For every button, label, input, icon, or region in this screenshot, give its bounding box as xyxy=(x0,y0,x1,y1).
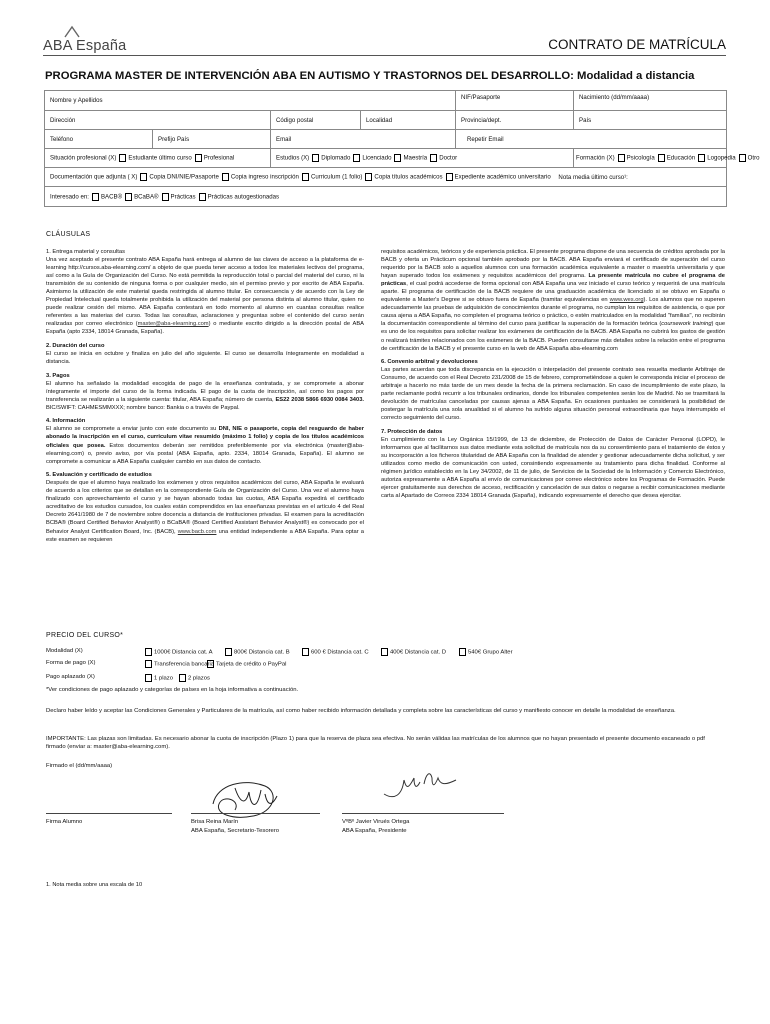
clause-4-title: 4. Información xyxy=(46,418,86,425)
phone-label: Teléfono xyxy=(50,135,74,143)
documentation-field xyxy=(45,168,727,187)
option-label: Psicología xyxy=(626,154,655,162)
nif-field[interactable] xyxy=(456,91,574,111)
clause-3-body: El alumno ha señalado la modalidad escogida de pago de la enseñanza contratada, y se compromete a abonar íntegramente el importe del curso de la forma indicada. El pago de la cuota de inscripción, así como los pagos por transferencia se realizarán a la siguiente cuenta: titular, ABA España; número de cuenta, ES22 2038 5866 6930 0084 3403. BIC/SWIFT: CAHMESMMXXX; nombre banco: Bankia o a través de Paypal. xyxy=(46,380,365,411)
option-label: Licenciado xyxy=(362,154,392,162)
option-label: Educación xyxy=(666,154,696,162)
interest-label: Interesado en: xyxy=(50,193,89,201)
name-label: Nombre y Apellidos xyxy=(50,97,103,104)
footnote: 1. Nota media sobre una escala de 10 xyxy=(46,882,143,888)
student-signature-line xyxy=(46,813,172,814)
checkbox[interactable] xyxy=(140,173,147,181)
nif-label: NIF/Pasaporte xyxy=(461,94,501,101)
option-label: Profesional xyxy=(203,154,235,162)
checkbox[interactable] xyxy=(353,154,360,162)
option-label: Maestría xyxy=(403,154,428,162)
phone-field[interactable] xyxy=(45,130,153,149)
checkbox[interactable] xyxy=(125,193,132,201)
option-label: Prácticas xyxy=(170,193,196,201)
clause-5-continued: requisitos académicos, teóricos y de experiencia práctica. El presente programa dispone de una secuencia de créditos aprobada por la BACB y oferta un Prácticum opcional también aprobado por la BACB. ABA España enviará el certificado de superación del curso requerido por la BACB solo a aquellos alumnos con una formación académica equivalente a master o maestría universitaria y que hayan superado todos los exámenes y requisitos académicos del programa. La presente matrícula no cubre el programa de prácticas, el cual podrá accederse de forma opcional con ABA España una vez iniciado el curso teórico y requerirá de una matrícula aparte. El programa de certificación de la BACB requiere de una graduación académica de licenciado si se obtuvo en España o equivalente a Master's Degree si se obtuvo fuera de España (tramitar equivalencias en www.wes.org). Los alumnos que no superen adecuadamente las pruebas de adquisición de conocimientos durante el programa, no cumplan los requisitos de asistencia, o que por causa ajena a ABA España, no completen el programa teórico o práctico, o estén matriculados en la modalidad "familias", no recibirán la documentación correspondiente al término del curso para justificar la superación de la formación teórica (coursework training) que es uno de los requisitos para solicitar realizar los exámenes de certificación de la BACB. ABA España no cubrirá los gastos de gestión o realizará trámites relacionados con los exámenes de la BACB. Pueden consultarse más detalles sobre la relación entre el programa de certificación de la BACB y el presente curso en la web de ABA España aba-elearning.com xyxy=(381,249,726,352)
clause-2-title: 2. Duración del curso xyxy=(46,343,105,350)
header-divider xyxy=(43,55,726,56)
option-label: Diplomado xyxy=(321,154,351,162)
important-notice: IMPORTANTE: Las plazas son limitadas. Es necesario abonar la cuota de inscripción (Plazo 1) para que la reserva de plaza sea efectiva. No serán válidas las matrículas de los alumnos que no hayan presentado el presente documento escaneado o pdf firmado (enviar a: master@aba-elearning.com). xyxy=(46,736,705,750)
price-heading: PRECIO DEL CURSO* xyxy=(46,632,124,639)
checkbox[interactable] xyxy=(179,674,186,682)
president-signature-line xyxy=(342,813,504,814)
clause-7-body: En cumplimiento con la Ley Orgánica 15/1999, de 13 de diciembre, de Protección de Datos de Carácter Personal (LOPD), le informamos que al facilitarnos sus datos mediante esta solicitud de matrícula nos da su consentimiento para el tratamiento de éstos y su incorporación a los ficheros titularidad de ABA España con la finalidad de atender y gestionar adecuadamente dicha solicitud, y ser utilizados como medio de comunicación con usted, consintiendo expresamente su tratamiento para dicha finalidad. Conforme al régimen jurídico establecido en la Ley 34/2002, de 11 de julio, de Servicios de la Sociedad de la Información y Comercio Electrónico, autoriza expresamente a ABA España al envío de comunicaciones por correo electrónico sobre los Programas de Formación. Puede ejercer gratuitamente sus derechos de acceso, rectificación y cancelación de sus datos o negarse a recibir comunicaciones mediante carta al Apartado de Correos 2334 18014 Granada (España), indicando expresamente el derecho que desea ejercitar. xyxy=(381,437,725,500)
clause-4-body: El alumno se compromete a enviar junto con este documento su DNI, NIE o pasaporte, copia del resguardo de haber abonado la inscripción en el curso, curriculum vitae resumido (máximo 1 folio) y copia de los títulos académicos oficiales que posea. Estos documentos deberán ser remitidos preferiblemente por vía electrónica (master@aba-elearning.com) o, previo aviso, por vía postal (ABA España, apto. 2334, 18014 Granada, España). El alumno se compromete a comunicar a ABA España cualquier cambio en sus datos de contacto. xyxy=(46,426,364,465)
birthdate-label: Nacimiento (dd/mm/aaaa) xyxy=(579,94,650,101)
checkbox[interactable] xyxy=(145,648,152,656)
situation-label: Situación profesional (X) xyxy=(50,154,117,162)
option-label: BACB® xyxy=(100,193,123,201)
checkbox[interactable] xyxy=(446,173,453,181)
document-title: CONTRATO DE MATRÍCULA xyxy=(548,37,726,52)
option-label: Expediente académico universitario xyxy=(454,173,551,181)
address-label: Dirección xyxy=(50,116,76,124)
clause-1-body: Una vez aceptado el presente contrato ABA España hará entrega al alumno de las claves de acceso a la plataforma de e-learning http://cursos.aba-elearning.com/ a objeto de que pueda tener acceso a todos los materiales lectivos del programa, así como a la Guía de Organización del Curso. No está permitida la reproducción total o parcial del material del curso, ni la transmisión de su contenido de ninguna forma o por cualquier medio, sin el permiso previo y por escrito de ABA España. Asimismo la utilización de este material queda restringida al alumno titular. En consecuencia y de acuerdo con la Ley de Propiedad Intelectual queda totalmente prohibida la utilización del material por persona distinta al alumno titular, quien no puede realizar cesión del mismo. ABA España contestará en todo momento al alumno en cuantas consultas realice referentes a las materias del curso. Todas las consultas, aclaraciones y preguntas sobre el contenido del curso serán realizadas por correo electrónico (master@aba-elearning.com) o mediante escrito dirigido a la dirección postal de ABA España (apto 2334, 18014 Granada, España). xyxy=(46,257,364,336)
clause-5-body: Después de que el alumno haya realizado los exámenes y otros requisitos académicos del curso, ABA España le evaluará de acuerdo a los criterios que se detallan en la correspondiente Guía de Organización del Curso. Una vez el alumno haya finalizado con aprovechamiento el curso y se hayan abonado todas las cuotas, ABA España expedirá el certificado acreditativo de los estudios cursados, los cuales están comprendidos en las enseñanzas previstas en el artículo 4 del Real Decreto 2641/1980 de 7 de noviembre sobre docencia a distancia de instituciones privadas. El examen para la acreditación BCBA® (Board Certified Behavior Analyst®) o BCaBA® (Board Certified Assistant Behavior Analyst®) es convocado por el Behavior Analyst Certification Board, Inc. (BACB), www.bacb.com una entidad independiente a ABA España. Para optar a este examen se requieren xyxy=(46,480,364,543)
secretary-name: Brisa Reina Marín xyxy=(191,819,239,825)
checkbox[interactable] xyxy=(430,154,437,162)
training-field xyxy=(574,149,760,168)
checkbox[interactable] xyxy=(698,154,705,162)
email-field[interactable] xyxy=(271,130,456,149)
email-label: Email xyxy=(276,135,292,143)
declaration-text: Declaro haber leído y aceptar las Condiciones Generales y Particulares de la matrícula, así como haber recibido información detallada y completa sobre las características del curso y manifiesto conocer en detalle la modalidad de enseñanza. xyxy=(46,708,676,714)
signature-secretary xyxy=(205,774,285,822)
checkbox[interactable] xyxy=(145,660,152,668)
country-prefix-field[interactable] xyxy=(153,130,271,149)
option-label: Copia DNI/NIE/Pasaporte xyxy=(149,173,219,181)
checkbox[interactable] xyxy=(365,173,372,181)
option-label: Copia ingreso inscripción xyxy=(230,173,299,181)
program-title: PROGRAMA MASTER DE INTERVENCIÓN ABA EN AUTISMO Y TRASTORNOS DEL DESARROLLO: Modalidad a distancia xyxy=(45,70,695,82)
payment-method-label: Forma de pago (X) xyxy=(46,660,96,666)
clauses-column-left xyxy=(46,248,364,549)
option-label: Tarjeta de crédito o PayPal xyxy=(216,661,287,668)
president-role: ABA España, Presidente xyxy=(342,828,407,834)
country-field[interactable] xyxy=(574,111,727,130)
clause-6-body: Las partes acuerdan que toda discrepancia en la ejecución o interpelación del presente contrato sea resuelta mediante Arbitraje de Consumo, de acuerdo con el Real Decreto 231/2008 de 15 de febrero, comprometiéndose a quien le corresponda iniciar el proceso de arbitraje a hacerlo no más tarde de un mes desde la fecha de la primera reclamación. En caso de incumplimiento de este plazo, la parte reclamante podrá recurrir a los tribunales ordinarios, donde los tribunales competentes serán los de Madrid. No se trasmitará la devolución de matrículas canceladas por causas ajenas a ABA España. En ocasiones puntuales se considerará la posibilidad de postergar la matrícula una sola anualidad si el alumno ha sufrido alguna situación personal extraordinaria que haya interrumpido el correcto seguimiento del curso. xyxy=(381,367,725,422)
option-label: 600 € Distancia cat. C xyxy=(311,649,369,656)
enrollment-form xyxy=(44,90,760,207)
clause-5-title: 5. Evaluación y certificado de estudios xyxy=(46,472,152,479)
option-label: Logopedia xyxy=(707,154,736,162)
checkbox[interactable] xyxy=(225,648,232,656)
address-field[interactable] xyxy=(45,111,271,130)
checkbox[interactable] xyxy=(381,648,388,656)
prefix-label: Prefijo País xyxy=(158,135,190,143)
studies-label: Estudios (X) xyxy=(276,154,310,162)
president-name: VºBº Javier Virués Ortega xyxy=(342,819,410,825)
documentation-label: Documentación que adjunta ( X) xyxy=(50,173,138,181)
province-field[interactable] xyxy=(456,111,574,130)
option-label: BCaBA® xyxy=(134,193,159,201)
city-field[interactable] xyxy=(361,111,456,130)
bacb-link[interactable]: www.bacb.com xyxy=(177,528,217,535)
student-signature-label: Firma Alumno xyxy=(46,819,83,825)
checkbox[interactable] xyxy=(199,193,206,201)
name-field[interactable] xyxy=(45,91,456,111)
checkbox[interactable] xyxy=(302,173,309,181)
clauses-heading: CLÁUSULAS xyxy=(46,231,91,238)
studies-field xyxy=(271,149,574,168)
option-label: Curriculum (1 folio) xyxy=(310,173,363,181)
option-label: Doctor xyxy=(439,154,458,162)
checkbox[interactable] xyxy=(658,154,665,162)
professional-situation-field xyxy=(45,149,271,168)
checkbox[interactable] xyxy=(394,154,401,162)
province-label: Provincia/dept. xyxy=(461,116,502,124)
repeat-email-field[interactable] xyxy=(456,130,727,149)
logo-text: ABA España xyxy=(43,38,127,54)
option-label: Prácticas autogestionadas xyxy=(207,193,280,201)
checkbox[interactable] xyxy=(119,154,126,162)
president-signature-block xyxy=(342,818,409,836)
option-label: 800€ Distancia cat. B xyxy=(234,649,290,656)
secretary-signature-line xyxy=(191,813,320,814)
checkbox[interactable] xyxy=(162,193,169,201)
checkbox[interactable] xyxy=(739,154,746,162)
option-label: 1000€ Distancia cat. A xyxy=(154,649,213,656)
email-link[interactable]: master@aba-elearning.com xyxy=(137,321,209,328)
price-note: *Ver condiciones de pago aplazado y categorías de países en la hoja informativa a continuación. xyxy=(46,687,299,693)
birthdate-field[interactable] xyxy=(574,91,727,111)
option-label: 540€ Grupo Alter xyxy=(468,649,513,656)
repeat-email-label: Repetir Email xyxy=(467,135,504,143)
wes-link[interactable]: www.wes.org xyxy=(609,297,644,304)
signed-date-label: Firmado el (dd/mm/aaaa) xyxy=(46,763,113,769)
option-label: 2 plazos xyxy=(188,675,210,682)
option-label: Otro xyxy=(747,154,760,162)
option-label: Estudiante último curso xyxy=(128,154,192,162)
average-grade-label: Nota media último curso¹: xyxy=(558,173,628,181)
country-label: País xyxy=(579,116,592,124)
checkbox[interactable] xyxy=(195,154,202,162)
checkbox[interactable] xyxy=(302,648,309,656)
checkbox[interactable] xyxy=(618,154,625,162)
postal-code-label: Código postal xyxy=(276,116,314,124)
checkbox[interactable] xyxy=(312,154,319,162)
clause-2-body: El curso se inicia en octubre y finaliza en julio del año siguiente. El curso se desarrolla íntegramente en modalidad a distancia. xyxy=(46,351,364,366)
checkbox[interactable] xyxy=(145,674,152,682)
postal-code-field[interactable] xyxy=(271,111,361,130)
checkbox[interactable] xyxy=(222,173,229,181)
option-label: Copia títulos académicos xyxy=(374,173,443,181)
interest-field xyxy=(45,187,727,207)
clause-3-title: 3. Pagos xyxy=(46,372,70,379)
deferred-payment-label: Pago aplazado (X) xyxy=(46,674,95,680)
option-label: 400€ Distancia cat. D xyxy=(390,649,446,656)
secretary-signature-block xyxy=(191,818,279,836)
checkbox[interactable] xyxy=(459,648,466,656)
clause-6-title: 6. Convenio arbitral y devoluciones xyxy=(381,359,478,366)
option-label: Transferencia bancaria xyxy=(154,661,215,668)
training-label: Formación (X) xyxy=(576,154,615,162)
aba-logo xyxy=(43,24,143,56)
modality-label: Modalidad (X) xyxy=(46,648,83,654)
secretary-role: ABA España, Secretario-Tesorero xyxy=(191,828,280,834)
checkbox[interactable] xyxy=(92,193,99,201)
signature-president xyxy=(380,766,460,802)
clause-1-title: 1. Entrega material y consultas xyxy=(46,249,125,255)
clause-7-title: 7. Protección de datos xyxy=(381,428,443,435)
clauses-column-right xyxy=(381,248,725,506)
option-label: 1 plazo xyxy=(154,675,173,682)
logo-mark-icon xyxy=(64,26,80,38)
checkbox[interactable] xyxy=(207,660,214,668)
city-label: Localidad xyxy=(366,116,393,124)
